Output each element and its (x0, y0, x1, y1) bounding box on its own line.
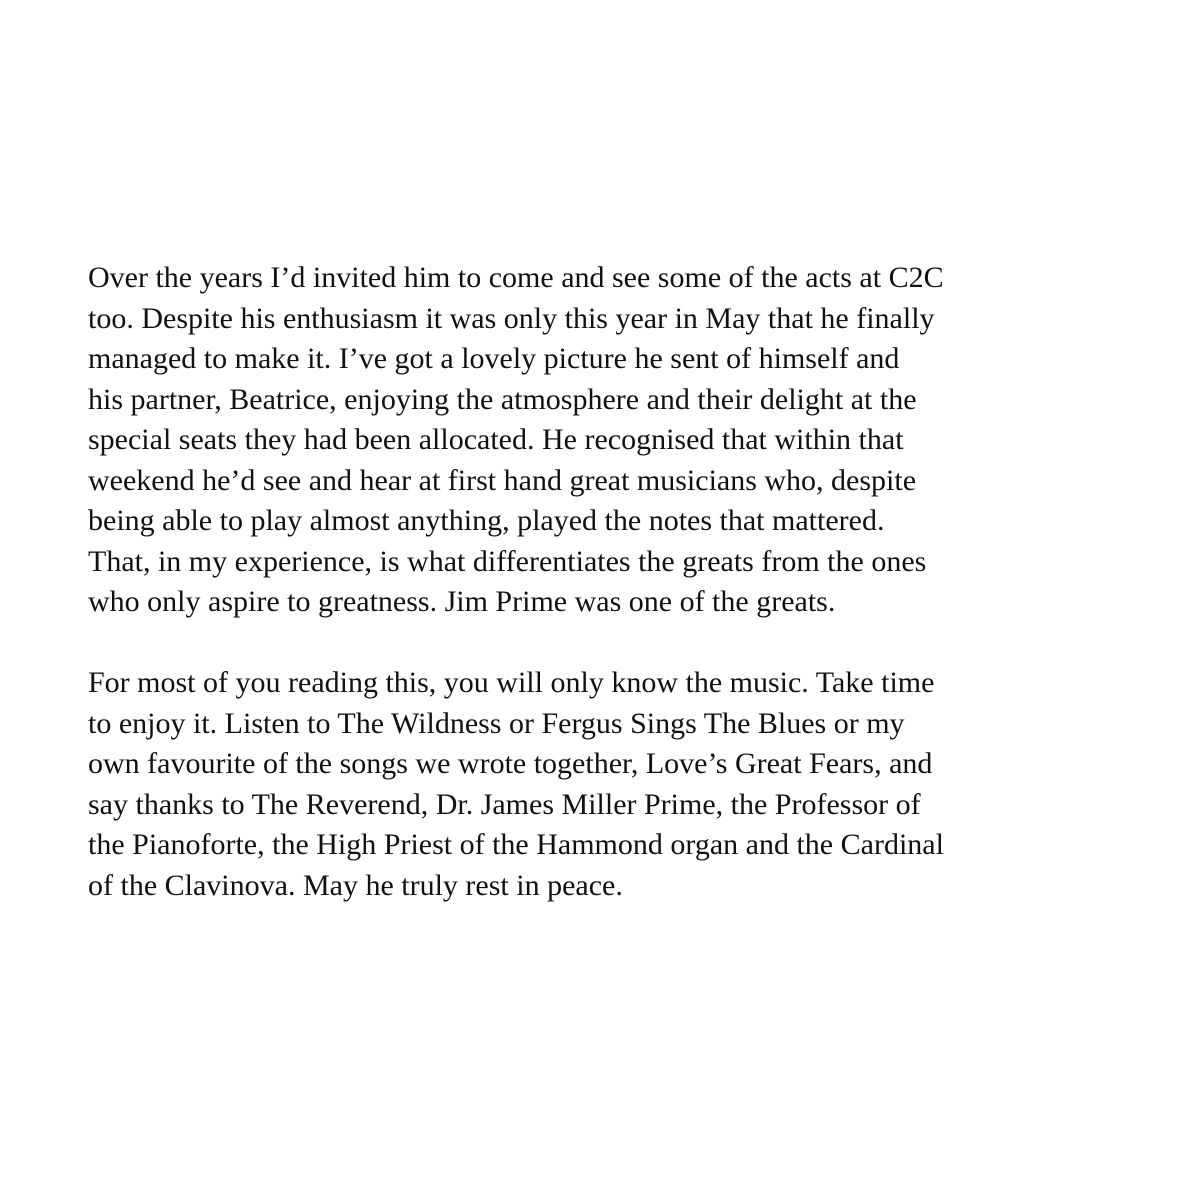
text-line: own favourite of the songs we wrote together, Love’s Great Fears, and (88, 747, 933, 780)
paragraph-2 (88, 663, 1148, 906)
text-line: being able to play almost anything, played the notes that mattered. (88, 504, 885, 537)
body-text (88, 258, 1148, 906)
paragraph-spacer (88, 623, 1148, 664)
text-line: his partner, Beatrice, enjoying the atmosphere and their delight at the (88, 382, 917, 416)
text-line: Over the years I’d invited him to come and see some of the acts at C2C (88, 261, 944, 294)
text-line: to enjoy it. Listen to The Wildness or Fergus Sings The Blues or my (88, 706, 905, 740)
text-line: weekend he’d see and hear at first hand great musicians who, despite (88, 463, 917, 497)
text-line: the Pianoforte, the High Priest of the Hammond organ and the Cardinal (88, 828, 944, 861)
paragraph-1 (88, 258, 1148, 623)
text-line: who only aspire to greatness. Jim Prime was one of the greats. (88, 585, 836, 618)
text-line: of the Clavinova. May he truly rest in peace. (88, 868, 623, 902)
text-line: That, in my experience, is what differentiates the greats from the ones (88, 544, 927, 578)
text-line: special seats they had been allocated. He recognised that within that (88, 423, 904, 456)
text-line: say thanks to The Reverend, Dr. James Miller Prime, the Professor of (88, 787, 921, 821)
text-line: managed to make it. I’ve got a lovely picture he sent of himself and (88, 342, 900, 375)
text-line: For most of you reading this, you will only know the music. Take time (88, 666, 935, 699)
text-line: too. Despite his enthusiasm it was only this year in May that he finally (88, 301, 935, 335)
